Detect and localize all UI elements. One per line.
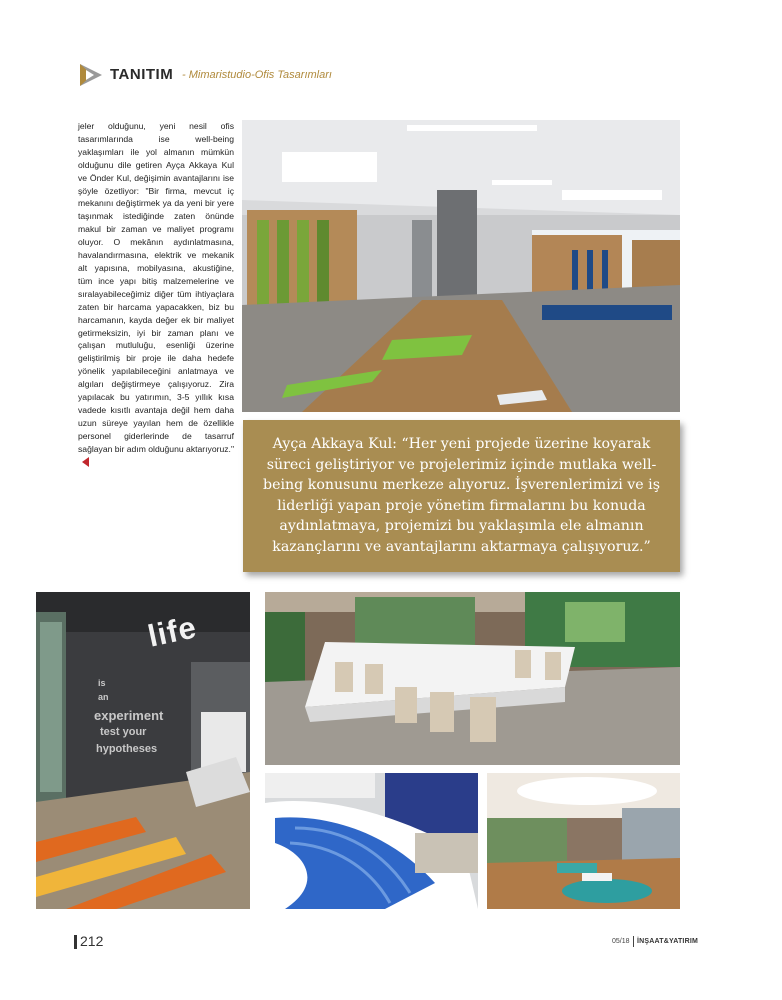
wall-sign-line2: an: [98, 692, 109, 702]
office-interior-photo: [242, 120, 680, 412]
blue-staircase-photo: [265, 773, 478, 909]
wall-sign-big: life: [144, 609, 200, 654]
corridor-wall-sign-photo: [36, 592, 250, 909]
lounge-area-photo: [487, 773, 680, 909]
wall-sign-line1: is: [98, 678, 106, 688]
article-body-text: jeler olduğunu, yeni nesil ofis tasarımlarında ise well-being yaklaşımları ile yol almanın mümkün olduğunu dile getiren Ayça Akkaya Kul ve Önder Kul, değişimin avantajlarını ise şöyle özetliyor: "Bir firma, mevcut iç mekanını değiştirmek ya da yeni bir yere taşınmak istediğinde zaten önünde makul bir zaman ve maliyet programı oluyor. O mekânın aydınlatmasına, havalandırmasına, elektrik ve mekanik alt yapısına, mobilyasına, akustiğine, tüm ince yapı bitiş malzemelerine ve sıralayabileceğimiz diğer tüm ihtiyaçlara zaten bir harcama yapacakken, biz bu harcamanın, kayda değer ek bir maliyet getirmeksizin, iyi bir zaman planı ve çalışan mutluluğu, esenliği üzerine geliştirilmiş bir proje ile daha hedefe yönelik yapılabileceğini anlatmaya ve algıları değiştirmeye çalışıyoruz. Zira yapılacak bu yatırımın, 3-5 yıllık kısa vadede kısıtlı avantaja değil hem daha uzun süreye yayılan hem de özellikle personel giderlerinde de tasarruf sağlayan bir adım olduğunu aktarıyoruz.": [78, 121, 234, 454]
wall-sign-line4: test your: [100, 726, 147, 738]
pull-quote-text: Ayça Akkaya Kul: “Her yeni projede üzerine koyarak süreci geliştiriyor ve projelerimiz içinde mutlaka well-being konusunu merkeze alıyoruz. İşverenlerimizi ve iş liderliği yapan proje yönetim firmalarını bu konuda aydınlatmaya, projemizi bu yaklaşımla ele almanın kazançlarını ve avantajlarını aktarmaya çalışıyoruz.”: [263, 436, 660, 555]
section-subtitle: - Mimaristudio-Ofis Tasarımları: [182, 69, 332, 81]
article-body: [78, 120, 234, 468]
page-number: 212: [80, 933, 104, 949]
page-number-bar: [74, 935, 77, 949]
issue-date: 05/18: [612, 938, 630, 945]
meeting-room-photo: [265, 592, 680, 765]
pull-quote: [243, 420, 680, 572]
footer-divider: [633, 936, 634, 947]
section-tag: TANITIM: [110, 66, 174, 83]
magazine-logo-icon: [78, 62, 104, 88]
end-mark-icon: [82, 457, 89, 467]
magazine-name: İNŞAAT&YATIRIM: [637, 938, 699, 945]
wall-sign-line5: hypotheses: [96, 743, 158, 755]
wall-sign-line3: experiment: [94, 708, 164, 723]
